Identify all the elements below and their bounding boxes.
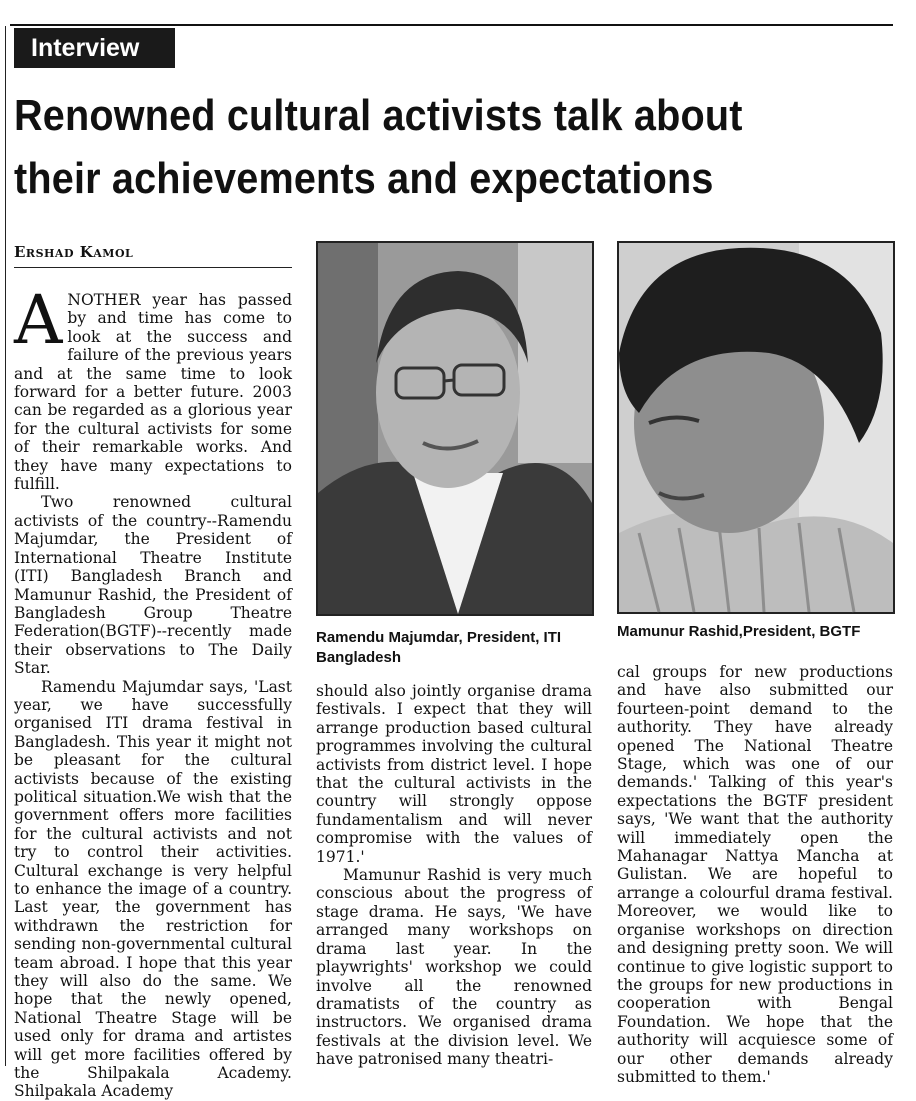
column-rule [5, 26, 6, 1066]
paragraph: Ramendu Majumdar says, 'Last year, we have successfully organised ITI drama festival in Bangladesh. This year it might not be pleasant for the cultural activists because of the existing political situation.We wish that the government offers more facilities for the cultural activists and not try to control their activities. Cultural exchange is very helpful to enhance the image of a country. Last year, the government has withdrawn the restriction for sending non-governmental cultural team abroad. I hope that this year they will also do the same. We hope that the newly opened, National Theatre Stage will be used only for drama and artistes will get more facilities offered by the Shilpakala Academy. Shilpakala Academy [14, 677, 292, 1101]
photo-mamunur-rashid [617, 241, 895, 614]
headline: Renowned cultural activists talk about their achievements and expectations [14, 91, 743, 203]
portrait-image [318, 243, 592, 614]
article-column-2 [316, 682, 592, 1069]
paragraph-text: NOTHER year has passed by and time has come to look at the success and failure of the previous years and at the same time to look forward for a better future. 2003 can be regarded as a glorious year for the cultural activists for some of their remarkable works. And they have many expectations to fulfill. [14, 291, 292, 494]
top-rule [10, 24, 893, 26]
article-column-1 [14, 281, 292, 1101]
byline: Ershad Kamol [14, 243, 292, 268]
section-label: Interview [14, 28, 175, 68]
photo-caption: Mamunur Rashid,President, BGTF [617, 623, 861, 640]
photo-caption: Ramendu Majumdar, President, ITI Bangladesh [316, 629, 562, 666]
paragraph: Two renowned cultural activists of the country--Ramendu Majumdar, the President of International Theatre Institute (ITI) Bangladesh Branch and Mamunur Rashid, the President of Bangladesh Group Theatre Federation(BGTF)--recently made their observations to The Daily Star. [14, 493, 292, 678]
drop-cap: A [14, 281, 63, 359]
photo-ramendu-majumdar [316, 241, 594, 616]
portrait-image [619, 243, 893, 612]
article-column-3 [617, 663, 893, 1086]
paragraph: Mamunur Rashid is very much conscious about the progress of stage drama. He says, 'We have arranged many workshops on drama last year. In the playwrights' workshop we could involve all the renowned dramatists of the country as instructors. We organised drama festivals at the division level. We have patronised many theatri- [316, 866, 592, 1069]
paragraph: cal groups for new productions and have also submitted our fourteen-point demand to the authority. They have already opened The National Theatre Stage, which was one of our demands.' Talking of this year's expectations the BGTF president says, 'We want that the authority will immediately open the Mahanagar Nattya Mancha at Gulistan. We are hopeful to arrange a colourful drama festival. Moreover, we would like to organise workshops on direction and designing pretty soon. We will continue to give logistic support to the groups for new productions in cooperation with Bengal Foundation. We hope that the authority will acquiesce some of our other demands already submitted to them.' [617, 663, 893, 1086]
paragraph [14, 281, 292, 494]
paragraph: should also jointly organise drama festivals. I expect that they will arrange production based cultural programmes involving the cultural activists from district level. I hope that the cultural activists in the country will strongly oppose fundamentalism and will never compromise with the values of 1971.' [316, 682, 592, 866]
